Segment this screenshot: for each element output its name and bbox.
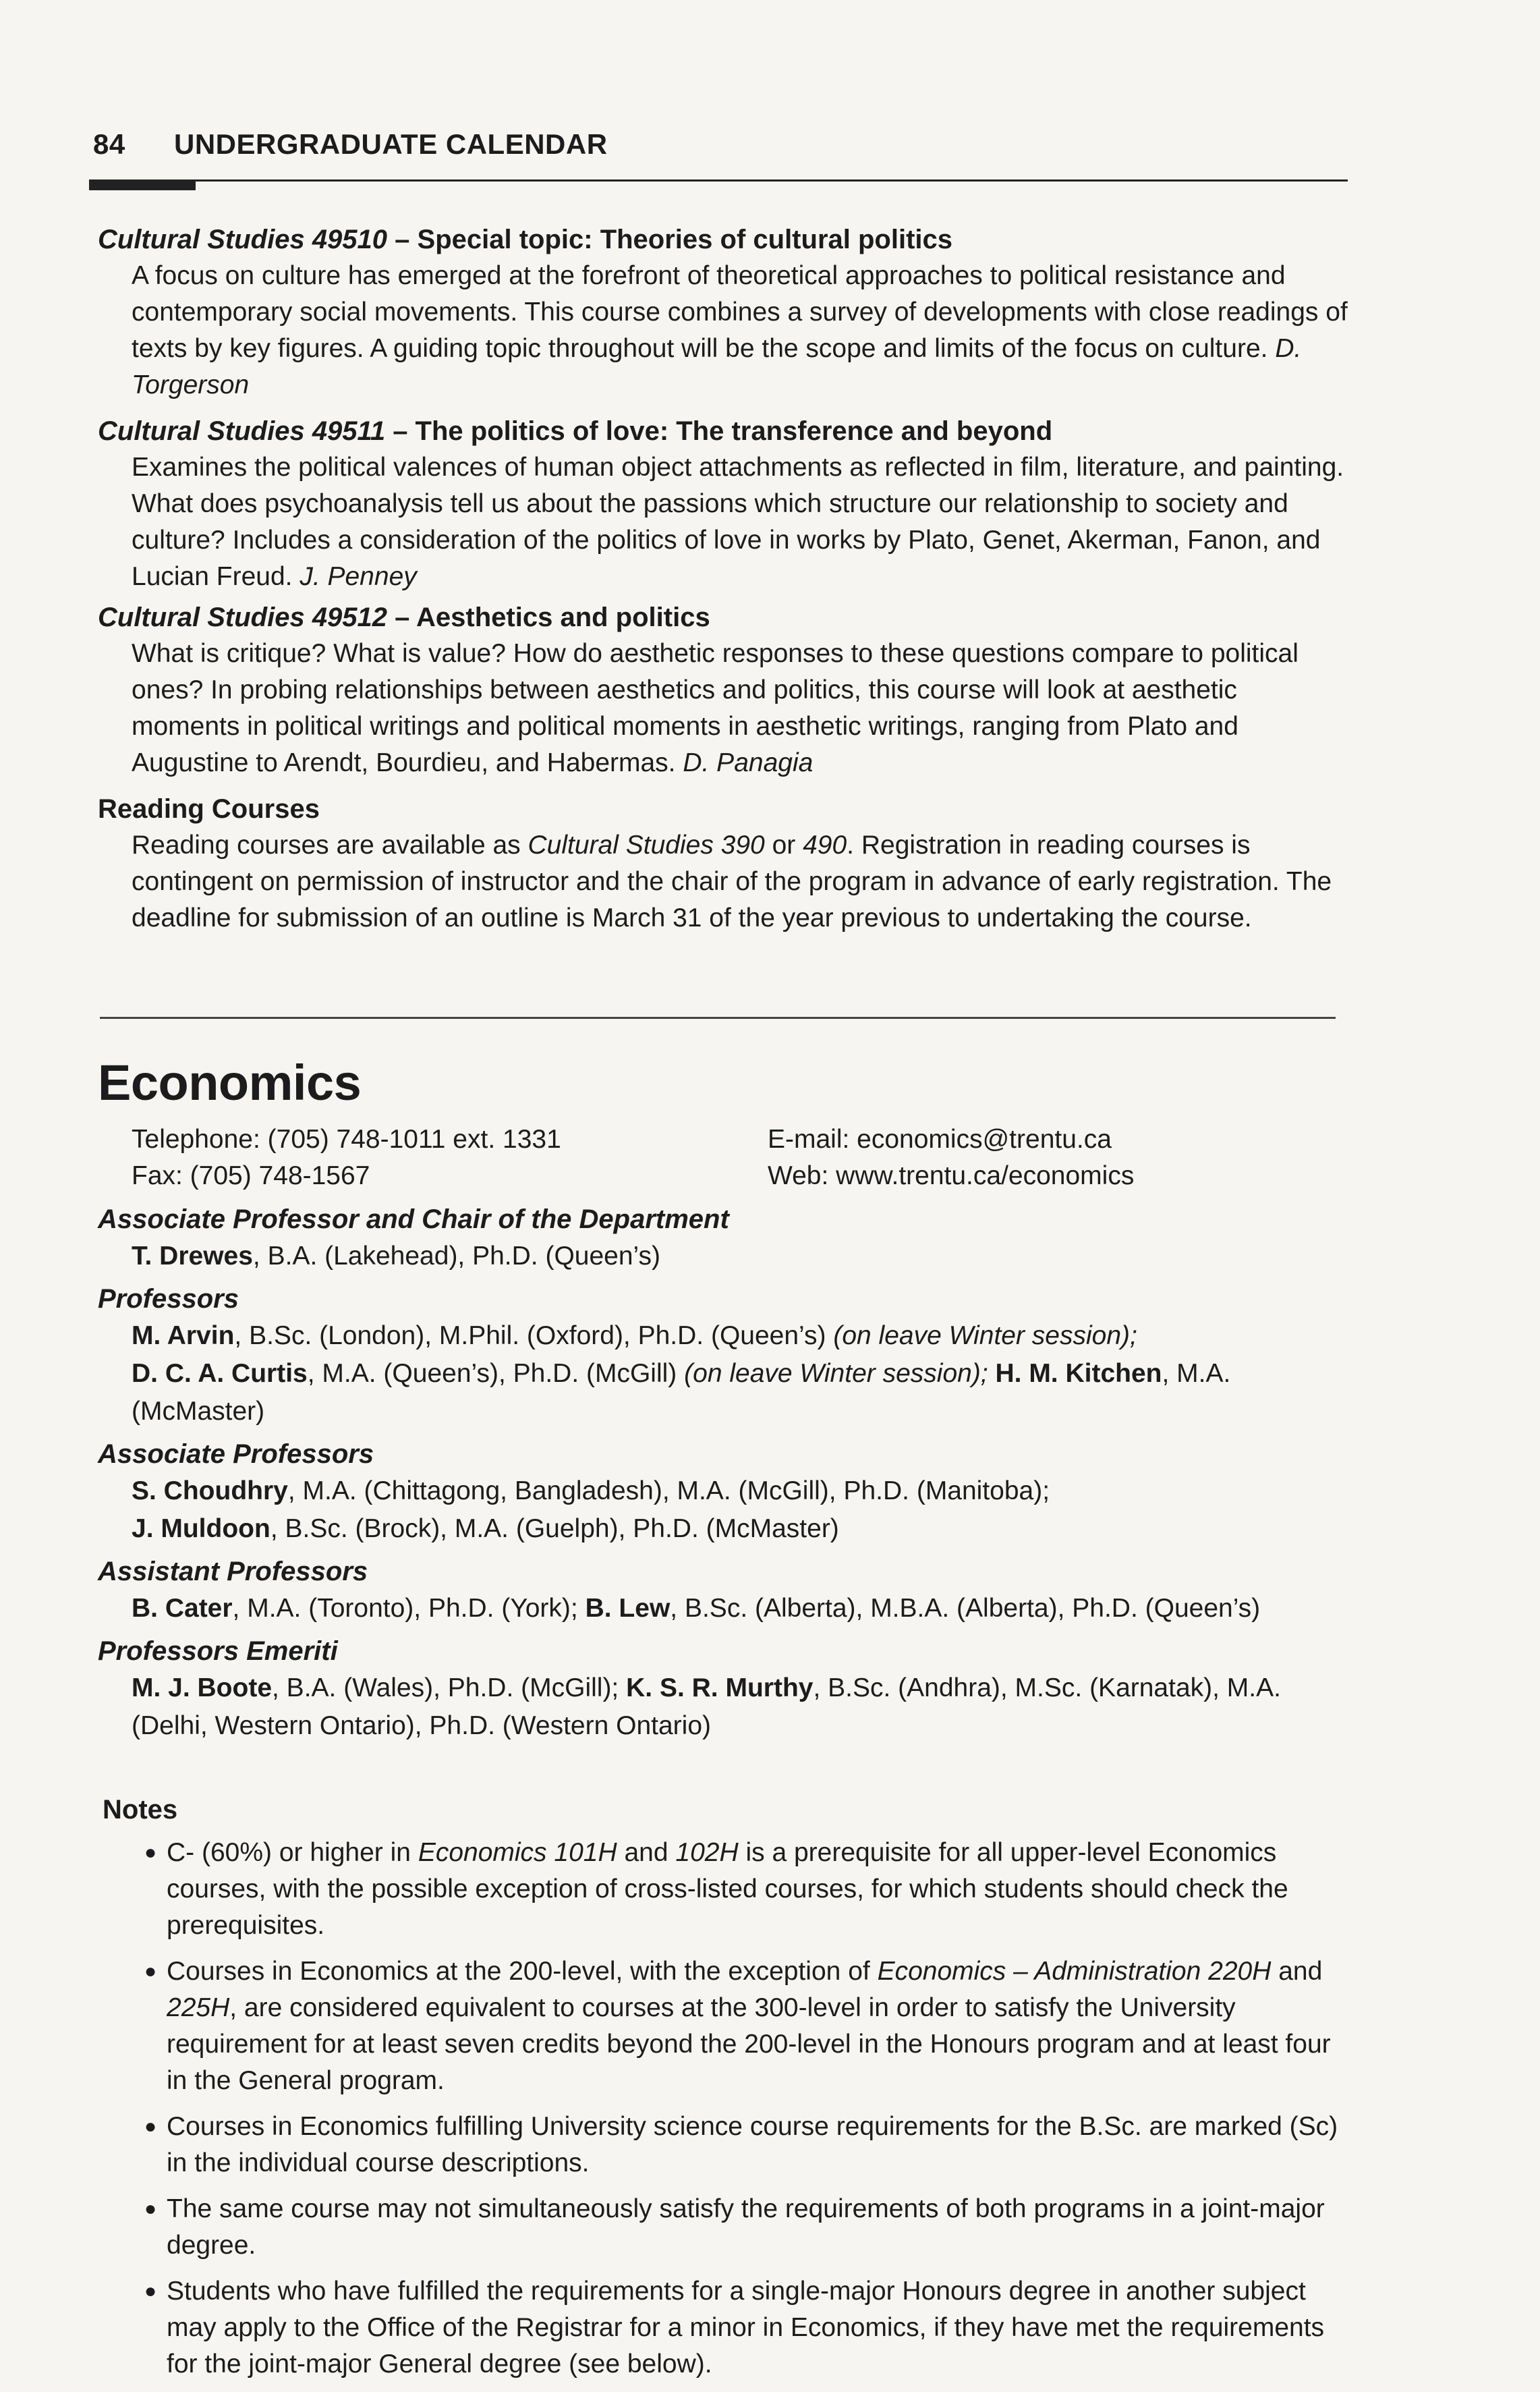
note-text: Students who have fulfilled the requirements for a single-major Honours degree in another subject may apply to the Office of the Registrar for a minor in Economics, if they have met the requirements for the joint-major General degree (see below). bbox=[167, 2277, 1325, 2379]
fax: Fax: (705) 748-1567 bbox=[132, 1161, 370, 1190]
course-code: Cultural Studies 49510 bbox=[98, 225, 388, 254]
person-name: M. J. Boote bbox=[132, 1673, 273, 1702]
course-entry bbox=[98, 413, 1352, 595]
note-course-ref: Economics – Administration 220H bbox=[877, 1957, 1272, 1986]
note-text: C- (60%) or higher in bbox=[167, 1838, 418, 1867]
person-credentials: , M.A. (Queen’s), Ph.D. (McGill) bbox=[307, 1359, 685, 1388]
role-heading: Assistant Professors bbox=[98, 1557, 368, 1586]
section-title: Economics bbox=[98, 1055, 362, 1111]
reading-course-ref: Cultural Studies 390 bbox=[527, 831, 765, 860]
bullet-icon: ● bbox=[144, 2280, 157, 2302]
note-course-ref: Economics 101H bbox=[418, 1838, 617, 1867]
header-accent-bar bbox=[89, 179, 196, 190]
person-credentials: , B.A. (Lakehead), Ph.D. (Queen’s) bbox=[252, 1242, 661, 1271]
course-entry bbox=[98, 221, 1352, 404]
note-text: The same course may not simultaneously satisfy the requirements of both programs in a joint-major degree. bbox=[167, 2194, 1325, 2260]
person-credentials: , M.A. (Toronto), Ph.D. (York); bbox=[232, 1594, 586, 1623]
bullet-icon: ● bbox=[144, 2198, 157, 2220]
course-code: Cultural Studies 49512 bbox=[98, 603, 388, 632]
person-credentials: , B.Sc. (London), M.Phil. (Oxford), Ph.D. (Queen’s) bbox=[234, 1321, 834, 1350]
note-course-ref: 225H bbox=[167, 1993, 230, 2022]
note-text: Courses in Economics fulfilling University science course requirements for the B.Sc. are marked (Sc) in the individual course descriptions. bbox=[167, 2112, 1338, 2177]
course-instructor: D. Torgerson bbox=[132, 334, 1302, 399]
notes-list bbox=[103, 1835, 1357, 2383]
role-members bbox=[98, 1237, 1352, 1275]
course-code: Cultural Studies 49511 bbox=[98, 416, 386, 446]
person-name: K. S. R. Murthy bbox=[626, 1673, 814, 1702]
note-item bbox=[103, 1953, 1357, 2099]
contact-phone-fax bbox=[132, 1121, 561, 1194]
note-text: and bbox=[617, 1838, 676, 1867]
person-credentials: , B.Sc. (Andhra), M.Sc. (Karnatak), M.A. (Delhi, Western Ontario), Ph.D. (Western Ontario) bbox=[132, 1673, 1281, 1740]
person-note: (on leave Winter session); bbox=[833, 1321, 1137, 1350]
telephone: Telephone: (705) 748-1011 ext. 1331 bbox=[132, 1125, 561, 1154]
page-number: 84 bbox=[93, 128, 125, 160]
reading-courses-text bbox=[98, 827, 1352, 937]
course-description-text: Examines the political valences of human object attachments as reflected in film, literature, and painting. What does psychoanalysis tell us about the passions which structure our relationship to society and culture? Includes a consideration of the politics of love in works by Plato, Genet, Akerman, Fanon, and Lucian Freud. bbox=[132, 453, 1344, 591]
note-item bbox=[103, 1835, 1357, 1944]
person-name: J. Muldoon bbox=[132, 1514, 270, 1543]
course-description bbox=[98, 636, 1352, 781]
person-name: T. Drewes bbox=[132, 1242, 253, 1271]
course-description bbox=[98, 258, 1352, 404]
role-heading: Associate Professors bbox=[98, 1439, 374, 1469]
person-note: (on leave Winter session); bbox=[684, 1359, 988, 1388]
role-members bbox=[98, 1317, 1352, 1430]
person-credentials: , B.A. (Wales), Ph.D. (McGill); bbox=[272, 1673, 627, 1702]
role-members bbox=[98, 1590, 1352, 1628]
contact-email-web bbox=[768, 1121, 1134, 1194]
email: E-mail: economics@trentu.ca bbox=[768, 1125, 1112, 1154]
section-divider bbox=[100, 1017, 1336, 1019]
reading-text-part: or bbox=[764, 831, 803, 860]
person-name: H. M. Kitchen bbox=[995, 1359, 1162, 1388]
role-heading: Professors Emeriti bbox=[98, 1636, 338, 1666]
course-instructor: J. Penney bbox=[300, 562, 417, 591]
note-item bbox=[103, 2273, 1357, 2383]
person-name: D. C. A. Curtis bbox=[132, 1359, 308, 1388]
calendar-title: UNDERGRADUATE CALENDAR bbox=[174, 128, 608, 160]
person-name: M. Arvin bbox=[132, 1321, 235, 1350]
bullet-icon: ● bbox=[144, 2115, 157, 2138]
reading-courses-heading: Reading Courses bbox=[98, 794, 320, 824]
header-rule bbox=[89, 179, 1348, 182]
course-name: – Special topic: Theories of cultural politics bbox=[387, 225, 952, 254]
person-name: B. Cater bbox=[132, 1594, 233, 1623]
running-header bbox=[93, 128, 608, 161]
course-title bbox=[98, 221, 1352, 258]
reading-text-part: . Registration in reading courses is contingent on permission of instructor and the chair of the program in advance of early registration. The deadline for submission of an outline is March 31 of the year previous to undertaking the course. bbox=[132, 831, 1332, 933]
course-description-text: A focus on culture has emerged at the forefront of theoretical approaches to political resistance and contemporary social movements. This course combines a survey of developments with close readings of texts by key figures. A guiding topic throughout will be the scope and limits of the focus on culture. bbox=[132, 261, 1348, 363]
note-course-ref: 102H bbox=[675, 1838, 739, 1867]
reading-course-ref: 490 bbox=[803, 831, 847, 860]
course-instructor: D. Panagia bbox=[683, 748, 814, 777]
person-credentials: , B.Sc. (Brock), M.A. (Guelph), Ph.D. (McMaster) bbox=[270, 1514, 839, 1543]
note-text: , are considered equivalent to courses at the 300-level in order to satisfy the University requirement for at least seven credits beyond the 200-level in the Honours program and at least four in the General program. bbox=[167, 1993, 1331, 2095]
website: Web: www.trentu.ca/economics bbox=[768, 1161, 1135, 1190]
bullet-icon: ● bbox=[144, 1960, 157, 1982]
course-name: – Aesthetics and politics bbox=[387, 603, 710, 632]
role-heading: Associate Professor and Chair of the Department bbox=[98, 1204, 729, 1234]
course-entry bbox=[98, 599, 1352, 781]
notes-section bbox=[103, 1795, 1357, 2392]
course-title bbox=[98, 599, 1352, 636]
role-members bbox=[98, 1669, 1352, 1745]
note-text: Courses in Economics at the 200-level, with the exception of bbox=[167, 1957, 878, 1986]
role-heading: Professors bbox=[98, 1284, 239, 1314]
reading-courses bbox=[98, 791, 1352, 937]
course-title bbox=[98, 413, 1352, 449]
person-credentials: , M.A. (McMaster) bbox=[132, 1359, 1231, 1426]
person-name: B. Lew bbox=[585, 1594, 671, 1623]
note-item bbox=[103, 2109, 1357, 2181]
course-description bbox=[98, 449, 1352, 595]
course-name: – The politics of love: The transference and beyond bbox=[385, 416, 1053, 446]
faculty-list bbox=[98, 1201, 1352, 1745]
course-description-text: What is critique? What is value? How do aesthetic responses to these questions compare to political ones? In probing relationships between aesthetics and politics, this course will look at aesthetic moments in political writings and political moments in aesthetic writings, ranging from Plato and Augustine to Arendt, Bourdieu, and Habermas. bbox=[132, 639, 1299, 777]
person-credentials: , B.Sc. (Alberta), M.B.A. (Alberta), Ph.D. (Queen’s) bbox=[670, 1594, 1261, 1623]
role-members bbox=[98, 1472, 1352, 1548]
notes-heading: Notes bbox=[103, 1795, 178, 1825]
person-credentials: , M.A. (Chittagong, Bangladesh), M.A. (McGill), Ph.D. (Manitoba); bbox=[287, 1476, 1050, 1505]
note-text: and bbox=[1271, 1957, 1323, 1986]
person-name: S. Choudhry bbox=[132, 1476, 288, 1505]
reading-text-part: Reading courses are available as bbox=[132, 831, 528, 860]
note-item bbox=[103, 2191, 1357, 2264]
bullet-icon: ● bbox=[144, 1841, 157, 1864]
note-text: is a prerequisite for all upper-level Economics courses, with the possible exception of cross-listed courses, for which students should check the prerequisites. bbox=[167, 1838, 1288, 1940]
